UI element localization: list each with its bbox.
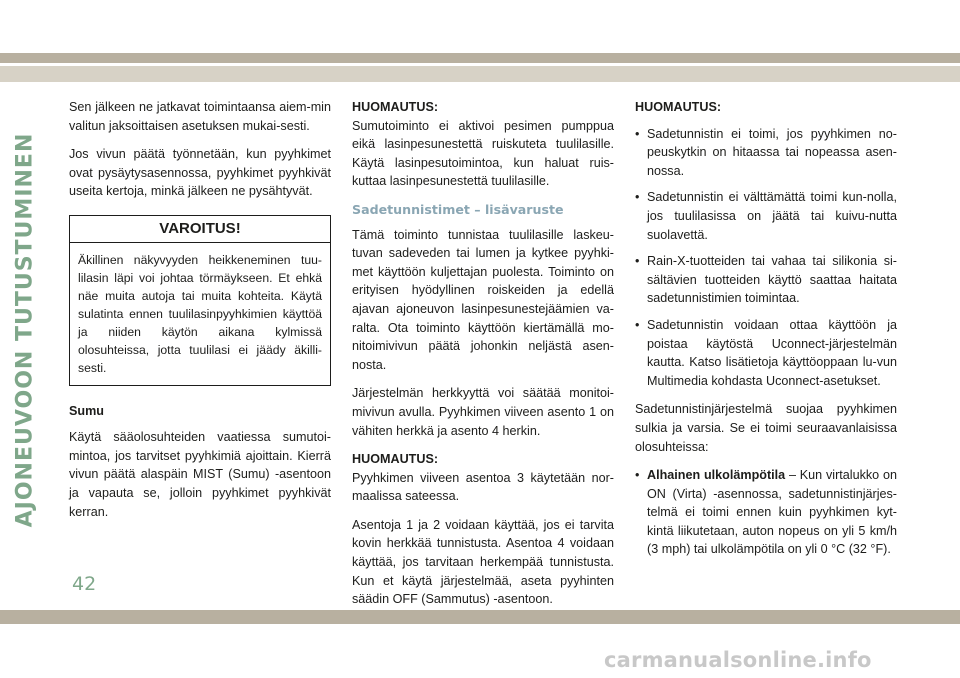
- footer-band: [0, 610, 960, 624]
- note-text: Pyyhkimen viiveen asentoa 3 käytetään nor-maalissa sateessa.: [352, 470, 614, 504]
- subheading-fog: Sumu: [69, 403, 104, 418]
- bullet-item: • Rain-X-tuotteiden tai vahaa tai silikonia si-sältävien tuotteiden käyttö saattaa haitata sadetunnistimien toimintaa.: [635, 252, 897, 308]
- warning-title: VAROITUS!: [70, 216, 330, 243]
- bullet-text: – Kun virtalukko on ON (Virta) -asennossa, sadetunnistinjärjes-telmä ei toimi ennen kuin pyyhkimen kyt-kintä liikutetaan, auton nopeus on yli 5 km/h (3 mph) tai ulkolämpötila on yli 0 °C (32 °F).: [647, 468, 897, 557]
- watermark: carmanualsonline.info: [604, 648, 872, 672]
- bullet-item: • Sadetunnistin ei toimi, jos pyyhkimen no-peuskytkin on hitaassa tai nopeassa asen-nossa.: [635, 125, 897, 181]
- warning-text: Äkillinen näkyvyyden heikkeneminen tuu-lilasin läpi voi johtaa törmäykseen. Et ehkä näe muita autoja tai muita kohteita. Käytä sulatinta ennen tuulilasinpyyhkimien käyttöä ja niiden käytön aikana kylmissä olosuhteissa, jotta tuulilasi ei jäädy äkilli-sesti.: [78, 252, 322, 375]
- note-heading: HUOMAUTUS:: [352, 452, 439, 467]
- column-1: [69, 98, 331, 531]
- bullet-item: • Sadetunnistin ei välttämättä toimi kun-nolla, jos tuulilasissa on jäätä tai kuivu-nutta suolavettä.: [635, 188, 897, 244]
- paragraph: Asentoja 1 ja 2 voidaan käyttää, jos ei tarvita kovin herkkää tunnistusta. Asentoa 4 voidaan käyttää, jos tarvitaan herkempää tunnistusta. Kun et käytä järjestelmää, aseta pyyhinten säädin OFF (Sammutus) -asentoon.: [352, 517, 614, 607]
- paragraph: Jos vivun päätä työnnetään, kun pyyhkimet ovat pysäytysasennossa, pyyhkimet pyyhkivät useita kertoja, minkä jälkeen ne pysähtyvät.: [69, 147, 331, 199]
- condition-list: [635, 466, 897, 559]
- header-band: [0, 0, 960, 54]
- note-heading: HUOMAUTUS:: [352, 100, 439, 114]
- note-heading: HUOMAUTUS:: [635, 100, 722, 114]
- paragraph: Sen jälkeen ne jatkavat toimintaansa aiem-min valitun jaksoittaisen asetuksen mukai-sesti.: [69, 100, 331, 133]
- bullet-item: • Sadetunnistin voidaan ottaa käyttöön ja poistaa käytöstä Uconnect-järjestelmän kautta. Katso lisätietoja käyttöoppaan lu-vun Multimedia kohdasta Uconnect-asetukset.: [635, 316, 897, 390]
- paragraph: Järjestelmän herkkyyttä voi säätää monitoi-mivivun avulla. Pyyhkimen viiveen asento 1 on vähiten herkkä ja asento 4 herkin.: [352, 386, 614, 438]
- side-section-title: AJONEUVOON TUTUSTUMINEN: [12, 132, 38, 528]
- bullet-item-low-temperature: [635, 466, 897, 559]
- column-2: [352, 98, 614, 619]
- paragraph: Tämä toiminto tunnistaa tuulilasille laskeu-tuvan sadeveden tai lumen ja kytkee pyyhki-met käyttöön kuljettajan puolesta. Toiminto on erityisen hyödyllinen roiskeiden ja edellä ajavan ajoneuvon lasinpesunestejäämien va-ralta. Ota toiminto käyttöön kiertämällä mo-nitoimivivun päätä johonkin neljästä asen-nosta.: [352, 227, 614, 372]
- column-3: [635, 98, 897, 567]
- header-stripe-light: [0, 66, 960, 82]
- note-bullet-list: [635, 125, 897, 391]
- bullet-lead: Alhainen ulkolämpötila: [647, 468, 786, 483]
- note-text: Sumutoiminto ei aktivoi pesimen pumppua eikä lasinpesunestettä ruiskuteta tuulilasille. Käytä lasinpesutoimintoa, kun haluat ruis-kuttaa lasinpesunestettä tuulilasille.: [352, 118, 614, 189]
- warning-box: [69, 215, 331, 386]
- header-stripe-dark: [0, 53, 960, 63]
- paragraph: Sadetunnistinjärjestelmä suojaa pyyhkimen sulkia ja varsia. Se ei toimi seuraavanlaisissa olosuhteissa:: [635, 402, 897, 454]
- page-number: 42: [72, 573, 97, 595]
- paragraph: Käytä sääolosuhteiden vaatiessa sumutoi-mintoa, jos tarvitset pyyhkimiä ajoittain. Kierrä vivun päätä alaspäin MIST (Sumu) -asentoon ja vapauta se, jolloin pyyhkimet pyyhkivät kerran.: [69, 430, 331, 519]
- section-heading-rain-sensors: Sadetunnistimet – lisävaruste: [352, 201, 564, 217]
